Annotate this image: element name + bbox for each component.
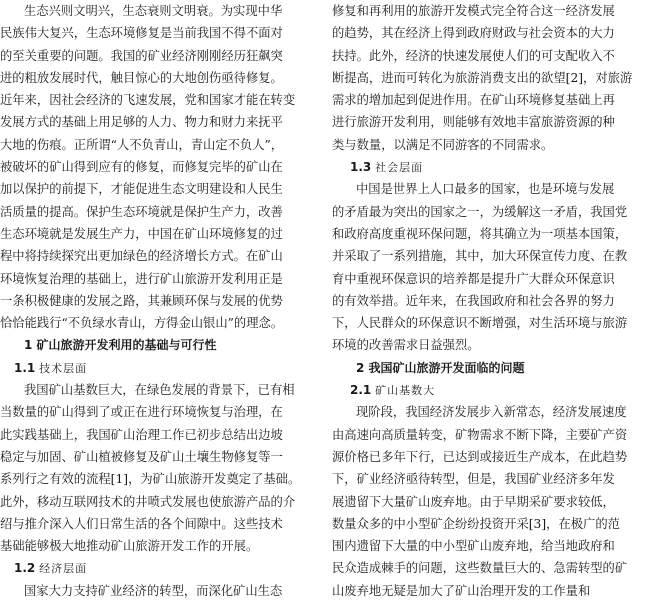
- text-line: 当数量的矿山得到了或正在进行环境恢复与治理，在: [0, 405, 283, 420]
- text-line: 由高速向高质量转变，矿物需求不断下降，主要矿产资: [332, 427, 628, 442]
- society-paragraph: [332, 178, 652, 356]
- text-line: 近年来，因社会经济的飞速发展，党和国家才能在转变: [0, 93, 296, 108]
- text-line: 被破坏的矿山得到应有的修复，而修复完毕的矿山在: [0, 160, 283, 175]
- subsection-2-1-number: 2.1: [350, 383, 372, 398]
- text-line: 和政府高度重视环保问题，将其确立为一项基本国策，: [332, 226, 628, 241]
- text-line: 需求的增加起到促进作用。在矿山环境修复基础上再: [332, 93, 615, 108]
- text-line: 的矛盾最为突出的国家之一，为缓解这一矛盾，我国党: [332, 204, 628, 219]
- section-1-number: 1: [24, 338, 33, 353]
- text-line: 的至关重要的问题。我国的矿业经济刚刚经历狂飙突: [0, 48, 283, 63]
- subsection-1-1-heading: [0, 357, 318, 379]
- text-line: 断提高，进而可转化为旅游消费支出的欲望[2]，对旅游: [332, 70, 633, 85]
- economy-paragraph-line: 国家大力支持矿业经济的转型，而深化矿山生态: [24, 583, 283, 598]
- text-line: 绍与推介深入人们日常生活的各个间隙中。这些技术: [0, 516, 283, 531]
- text-line: 基础能够极大地推动矿山旅游开发工作的开展。: [0, 539, 259, 554]
- text-line: 程中将持续探究出更加绿色的经济增长方式。在矿山: [0, 249, 283, 264]
- text-line: 中国是世界上人口最多的国家，也是环境与发展: [356, 182, 615, 197]
- subsection-2-1-title: 矿山基数大: [375, 384, 436, 398]
- technology-paragraph: [0, 379, 318, 557]
- intro-paragraph: [0, 0, 318, 334]
- text-line: 的有效举措。近年来，在我国政府和社会各界的努力: [332, 293, 615, 308]
- text-line: 系列行之有效的流程[1]，为矿山旅游开发奠定了基础。: [0, 472, 301, 487]
- text-line: 类与数量，以满足不同游客的不同需求。: [332, 137, 554, 152]
- section-1-title: 矿山旅游开发利用的基础与可行性: [36, 338, 217, 353]
- text-line: 活质量的提高。保护生态环境就是保护生产力，改善: [0, 204, 283, 219]
- text-line: 育中重视环保意识的培养都是提升广大群众环保意识: [332, 271, 615, 286]
- text-line: 的趋势，其在经济上得到政府财政与社会资本的大力: [332, 26, 615, 41]
- text-line: 我国矿山基数巨大，在绿色发展的背景下，已有相: [24, 383, 295, 398]
- section-2-number: 2: [356, 360, 365, 375]
- text-line: 此实践基础上，我国矿山治理工作已初步总结出边坡: [0, 427, 283, 442]
- text-line: 进的粗放发展时代，触目惊心的大地创伤亟待修复。: [0, 70, 283, 85]
- text-line: 围内遗留下大量的中小型矿山废弃地，给当地政府和: [332, 539, 615, 554]
- text-line: 大地的伤痕。正所谓“人不负青山，青山定不负人”，: [0, 137, 284, 152]
- mine-count-paragraph: [332, 401, 652, 602]
- subsection-2-1-heading: [332, 379, 652, 401]
- text-line: 民族伟大复兴，生态环境修复是当前我国不得不面对: [0, 26, 283, 41]
- subsection-1-3-heading: [332, 156, 652, 178]
- text-line: 进行旅游开发利用，则能够有效地丰富旅游资源的种: [332, 115, 615, 130]
- text-line: 生态环境就是发展生产力，中国在矿山环境修复的过: [0, 226, 283, 241]
- text-line: 下，人民群众的环保意识不断增强，对生活环境与旅游: [332, 316, 628, 331]
- text-line: 此外，移动互联网技术的井喷式发展也使旅游产品的介: [0, 494, 296, 509]
- subsection-1-3-title: 社会层面: [375, 161, 424, 175]
- text-line: 加以保护的前提下，才能促进生态文明建设和人民生: [0, 182, 283, 197]
- text-line: 现阶段，我国经济发展步入新常态，经济发展速度: [356, 405, 627, 420]
- text-line: 环境恢复治理的基础上，进行矿山旅游开发利用正是: [0, 271, 283, 286]
- text-line: 一条积极健康的发展之路，其兼顾环保与发展的优势: [0, 293, 283, 308]
- text-line: 生态兴则文明兴，生态衰则文明衰。为实现中华: [24, 4, 283, 18]
- section-2-heading: [332, 357, 652, 379]
- text-line: 展遗留下大量矿山废弃地。由于早期采矿要求较低，: [332, 494, 615, 509]
- text-line: 稳定与加固、矿山植被修复及矿山土壤生物修复等一: [0, 449, 283, 464]
- section-1-heading: [0, 334, 318, 356]
- text-line: 山废弃地无疑是加大了矿山治理开发的工作量和: [332, 583, 591, 598]
- left-column: [0, 0, 318, 602]
- text-line: 扶持。此外，经济的快速发展使人们的可支配收入不: [332, 48, 615, 63]
- section-2-title: 我国矿山旅游开发面临的问题: [368, 360, 525, 375]
- economy-paragraph-continued: [332, 0, 652, 156]
- subsection-1-1-number: 1.1: [14, 360, 36, 375]
- text-line: 并采取了一系列措施，其中，加大环保宣传力度、在教: [332, 249, 628, 264]
- subsection-1-2-heading: [0, 557, 318, 579]
- subsection-1-3-number: 1.3: [350, 160, 372, 175]
- text-line: 下，矿业经济亟待转型，但是，我国矿业经济多年发: [332, 472, 615, 487]
- subsection-1-2-number: 1.2: [14, 561, 36, 576]
- text-line: 数量众多的中小型矿企纷纷投资开采[3]，在极广的范: [332, 516, 620, 531]
- text-line: 环境的改善需求日益强烈。: [332, 338, 480, 353]
- subsection-1-1-title: 技术层面: [39, 361, 88, 375]
- subsection-1-2-title: 经济层面: [39, 562, 88, 576]
- right-column: [332, 0, 652, 602]
- text-line: 源价格已多年下行，已达到或接近生产成本，在此趋势: [332, 449, 628, 464]
- text-line: 修复和再利用的旅游开发模式完全符合这一经济发展: [332, 4, 615, 18]
- text-line: 发展方式的基础上用足够的人力、物力和财力来抚平: [0, 115, 283, 130]
- text-line: 民众造成棘手的问题，这些数量巨大的、急需转型的矿: [332, 561, 628, 576]
- text-line: 恰恰能践行“不负绿水青山，方得金山银山”的理念。: [0, 316, 284, 331]
